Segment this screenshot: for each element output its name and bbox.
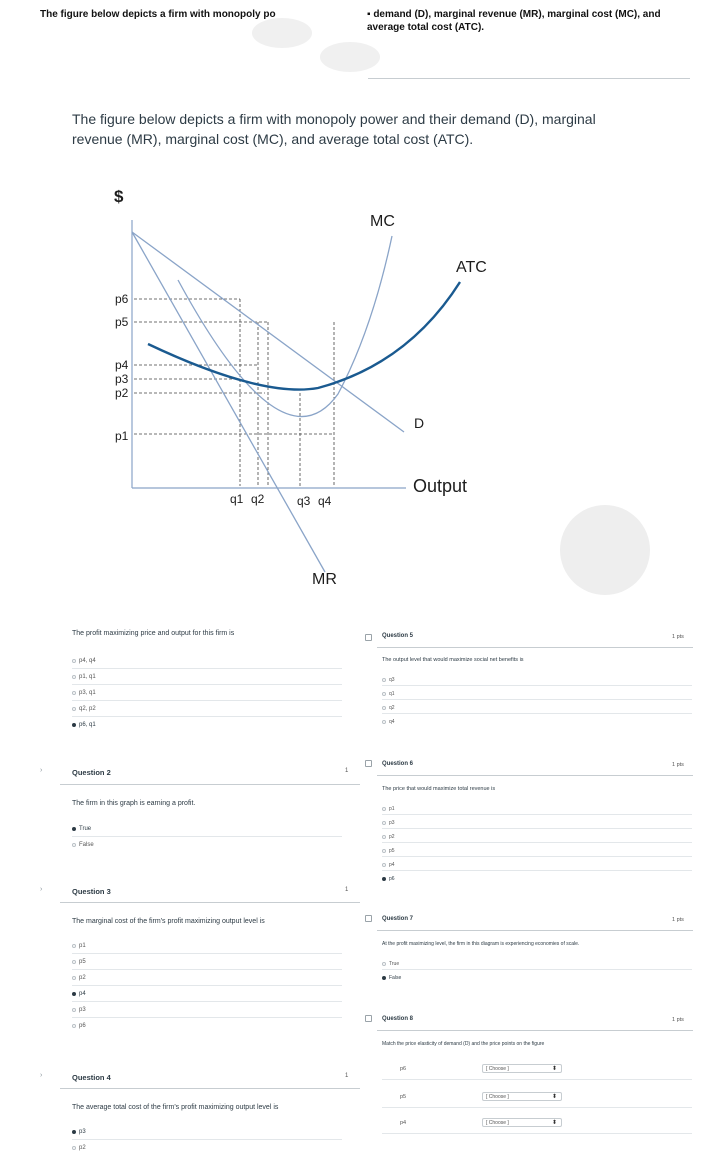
question-4-prompt: The average total cost of the firm's profit maximizing output level is: [72, 1104, 279, 1111]
option-label: q2, p2: [79, 706, 96, 712]
match-row-label-p5: p5: [400, 1094, 407, 1100]
question-divider: [377, 775, 693, 776]
option-divider: [72, 1001, 342, 1002]
match-row-label-p4: p4: [400, 1120, 407, 1126]
quantity-label-q3: q3: [297, 494, 311, 508]
question-3-prompt: The marginal cost of the firm's profit maximizing output level is: [72, 918, 265, 925]
question-3-title: Question 3: [72, 887, 111, 896]
option-label: q2: [389, 705, 395, 711]
atc-label: ATC: [456, 259, 487, 276]
q6-option-4[interactable]: [382, 848, 395, 854]
radio-icon: [72, 659, 76, 663]
option-divider: [72, 953, 342, 954]
question-6-prompt: The price that would maximize total revenue is: [382, 786, 496, 792]
option-label: p3, q1: [79, 690, 96, 696]
option-label: q3: [389, 677, 395, 683]
option-label: p1, q1: [79, 674, 96, 680]
option-label: False: [389, 975, 402, 981]
caret-right-icon[interactable]: ›: [40, 767, 43, 774]
question-4-title: Question 4: [72, 1073, 111, 1082]
question-divider: [377, 1030, 693, 1031]
question-7-title: Question 7: [382, 916, 414, 922]
select-value: [ Choose ]: [486, 1094, 509, 1100]
question-7-prompt: At the profit maximizing level, the firm in this diagram is experiencing economies of scale.: [382, 941, 580, 947]
option-label: q1: [389, 691, 395, 697]
header-right-title-text: demand (D), marginal revenue (MR), marginal cost (MC), and average total cost (ATC).: [367, 9, 661, 33]
radio-selected-icon: [72, 1130, 76, 1134]
caret-right-icon[interactable]: ›: [40, 1072, 43, 1079]
bullet-icon: ▪: [367, 9, 374, 20]
option-divider: [382, 1133, 692, 1134]
option-label: p2: [79, 1145, 86, 1151]
option-label: p6, q1: [79, 722, 96, 728]
price-label-p5: p5: [115, 315, 129, 329]
q5-option-1[interactable]: [382, 677, 395, 683]
flag-checkbox-icon[interactable]: [365, 760, 372, 767]
q3-option-5[interactable]: [72, 1007, 86, 1013]
option-divider: [382, 685, 692, 686]
caret-right-icon[interactable]: ›: [40, 886, 43, 893]
radio-selected-icon: [72, 827, 76, 831]
q1-option-2[interactable]: [72, 674, 96, 680]
question-5-points: 1 pts: [672, 634, 684, 640]
select-arrows-icon: ⬍: [551, 1120, 557, 1126]
option-divider: [72, 985, 342, 986]
option-label: q4: [389, 719, 395, 725]
question-divider: [377, 647, 693, 648]
q4-option-2[interactable]: [72, 1145, 86, 1151]
radio-icon: [382, 678, 386, 682]
option-label: p5: [389, 848, 395, 854]
option-divider: [72, 1017, 342, 1018]
page-number: 1: [345, 887, 349, 893]
option-divider: [72, 716, 342, 717]
radio-icon: [382, 835, 386, 839]
radio-icon: [382, 692, 386, 696]
option-label: p3: [79, 1007, 86, 1013]
page-number: 1: [345, 1073, 349, 1079]
flag-checkbox-icon[interactable]: [365, 915, 372, 922]
question-8-title: Question 8: [382, 1016, 414, 1022]
select-value: [ Choose ]: [486, 1120, 509, 1126]
quantity-label-q2: q2: [251, 492, 265, 506]
q1-option-4[interactable]: [72, 706, 96, 712]
q6-option-1[interactable]: [382, 806, 395, 812]
q5-option-4[interactable]: [382, 719, 395, 725]
option-divider: [382, 828, 692, 829]
q6-option-2[interactable]: [382, 820, 395, 826]
question-6-points: 1 pts: [672, 762, 684, 768]
option-label: p6: [389, 876, 395, 882]
radio-selected-icon: [382, 976, 386, 980]
q2-option-2[interactable]: [72, 842, 94, 848]
price-label-p6: p6: [115, 292, 129, 306]
flag-checkbox-icon[interactable]: [365, 1015, 372, 1022]
radio-icon: [382, 821, 386, 825]
radio-icon: [72, 707, 76, 711]
option-divider: [382, 969, 692, 970]
option-label: p1: [389, 806, 395, 812]
figure-description: The figure below depicts a firm with monopoly power and their demand (D), marginal revenue (MR), marginal cost (MC), and average total cost (ATC).: [72, 111, 596, 148]
option-divider: [72, 684, 342, 685]
match-select-p5[interactable]: [482, 1092, 562, 1101]
match-select-p6[interactable]: [482, 1064, 562, 1073]
question-divider: [60, 1088, 360, 1089]
option-label: False: [79, 842, 94, 848]
flag-checkbox-icon[interactable]: [365, 634, 372, 641]
question-divider: [60, 784, 360, 785]
q6-option-3[interactable]: [382, 834, 395, 840]
radio-icon: [382, 720, 386, 724]
radio-icon: [382, 807, 386, 811]
quantity-label-q4: q4: [318, 494, 332, 508]
quantity-guides: [240, 299, 334, 486]
option-label: p4: [389, 862, 395, 868]
price-label-p3: p3: [115, 372, 129, 386]
q2-option-1[interactable]: [72, 826, 91, 832]
option-divider: [382, 713, 692, 714]
option-divider: [72, 836, 342, 837]
option-divider: [382, 699, 692, 700]
radio-icon: [72, 944, 76, 948]
radio-icon: [72, 1024, 76, 1028]
question-8-points: 1 pts: [672, 1017, 684, 1023]
option-label: p4, q4: [79, 658, 96, 664]
option-label: p4: [79, 991, 86, 997]
price-label-p2: p2: [115, 386, 129, 400]
option-label: p2: [389, 834, 395, 840]
option-divider: [72, 1139, 342, 1140]
select-arrows-icon: ⬍: [551, 1066, 557, 1072]
option-divider: [382, 856, 692, 857]
marginal-revenue-curve: [132, 232, 325, 572]
question-2-title: Question 2: [72, 768, 111, 777]
blurred-overlay: [252, 18, 312, 48]
radio-icon: [72, 1146, 76, 1150]
page-number: 1: [345, 768, 349, 774]
radio-selected-icon: [72, 992, 76, 996]
price-guides: [134, 299, 334, 434]
radio-icon: [72, 691, 76, 695]
q3-option-1[interactable]: [72, 943, 86, 949]
question-6-title: Question 6: [382, 761, 414, 767]
question-7-points: 1 pts: [672, 917, 684, 923]
option-label: True: [79, 826, 92, 832]
q5-option-3[interactable]: [382, 705, 395, 711]
radio-icon: [382, 863, 386, 867]
option-label: True: [389, 961, 400, 967]
select-value: [ Choose ]: [486, 1066, 509, 1072]
question-1-prompt: The profit maximizing price and output for this firm is: [72, 630, 235, 637]
radio-icon: [72, 843, 76, 847]
q3-option-4[interactable]: [72, 991, 86, 997]
q1-option-1[interactable]: [72, 658, 96, 664]
header-left-title: The figure below depicts a firm with monopoly po: [40, 9, 276, 20]
radio-icon: [382, 706, 386, 710]
q3-option-6[interactable]: [72, 1023, 86, 1029]
match-select-p4[interactable]: [482, 1118, 562, 1127]
option-label: p6: [79, 1023, 86, 1029]
radio-icon: [72, 976, 76, 980]
question-5-prompt: The output level that would maximize social net benefits is: [382, 657, 524, 663]
question-2-prompt: The firm in this graph is earning a profit.: [72, 800, 196, 807]
option-divider: [382, 814, 692, 815]
question-5-title: Question 5: [382, 633, 414, 639]
radio-selected-icon: [382, 877, 386, 881]
demand-label: D: [414, 415, 425, 431]
q4-option-1[interactable]: [72, 1129, 86, 1135]
price-label-p4: p4: [115, 358, 129, 372]
question-divider: [60, 902, 360, 903]
option-divider: [382, 1079, 692, 1080]
header-right-title: [367, 8, 697, 34]
option-divider: [72, 700, 342, 701]
radio-selected-icon: [72, 723, 76, 727]
q3-option-2[interactable]: [72, 959, 86, 965]
header-divider: [368, 78, 690, 79]
q1-option-3[interactable]: [72, 690, 96, 696]
q5-option-2[interactable]: [382, 691, 395, 697]
radio-icon: [72, 675, 76, 679]
q6-option-6[interactable]: [382, 876, 395, 882]
q7-option-2[interactable]: [382, 975, 401, 981]
option-divider: [72, 668, 342, 669]
monopoly-graph: [0, 170, 520, 610]
option-label: p2: [79, 975, 86, 981]
radio-icon: [72, 1008, 76, 1012]
select-arrows-icon: ⬍: [551, 1094, 557, 1100]
option-divider: [382, 870, 692, 871]
question-divider: [377, 930, 693, 931]
blurred-overlay: [560, 505, 650, 595]
x-axis-label: Output: [413, 476, 468, 496]
radio-icon: [382, 849, 386, 853]
option-label: p3: [79, 1129, 86, 1135]
option-label: p3: [389, 820, 395, 826]
mc-label: MC: [370, 213, 395, 230]
option-divider: [72, 969, 342, 970]
q6-option-5[interactable]: [382, 862, 395, 868]
blurred-overlay: [320, 42, 380, 72]
average-total-cost-curve: [148, 282, 460, 390]
option-label: p1: [79, 943, 86, 949]
quantity-label-q1: q1: [230, 492, 244, 506]
radio-icon: [382, 962, 386, 966]
match-row-label-p6: p6: [400, 1066, 407, 1072]
mr-label: MR: [312, 571, 337, 588]
radio-icon: [72, 960, 76, 964]
option-label: p5: [79, 959, 86, 965]
option-divider: [382, 842, 692, 843]
q7-option-1[interactable]: [382, 961, 399, 967]
y-axis-label: $: [114, 187, 124, 206]
q3-option-3[interactable]: [72, 975, 86, 981]
question-8-prompt: Match the price elasticity of demand (D) and the price points on the figure: [382, 1041, 545, 1047]
q1-option-5[interactable]: [72, 722, 96, 728]
option-divider: [382, 1107, 692, 1108]
price-label-p1: p1: [115, 429, 129, 443]
